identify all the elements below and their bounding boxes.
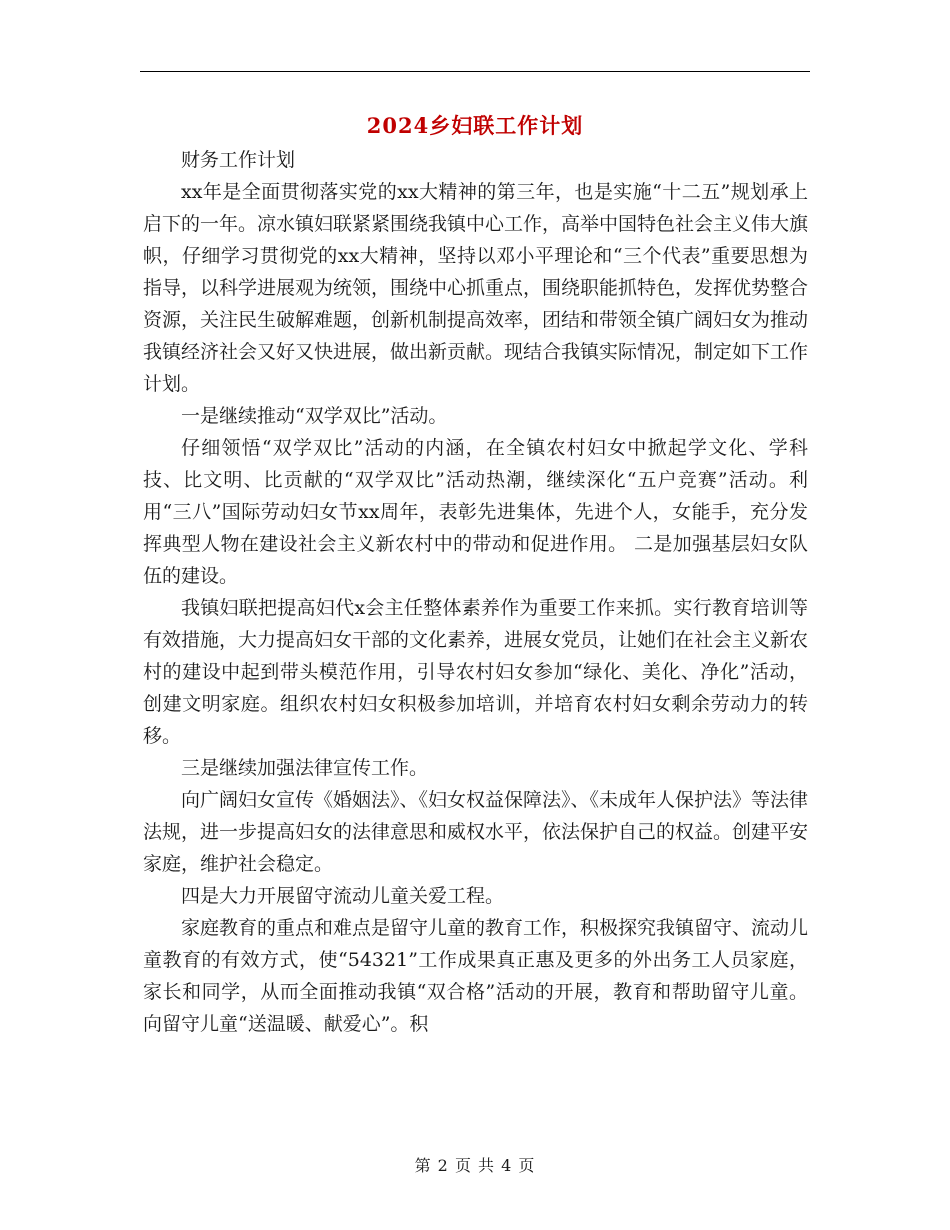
document-body xyxy=(143,144,808,1040)
paragraph: 一是继续推动“双学双比”活动。 xyxy=(181,405,448,427)
document-title: 2024乡妇联工作计划 xyxy=(366,113,584,138)
header-rule xyxy=(140,71,810,72)
paragraph: 三是继续加强法律宣传工作。 xyxy=(181,757,429,779)
paragraph: 我镇妇联把提高妇代x会主任整体素养作为重要工作来抓。实行教育培训等有效措施，大力提高妇女干部的文化素养，进展女党员，让她们在社会主义新农村的建设中起到带头模范作用，引导农村妇女参加“绿化、美化、净化”活动，创建文明家庭。组织农村妇女积极参加培训，并培育农村妇女剩余劳动力的转移。 xyxy=(143,597,809,747)
paragraph: 家庭教育的重点和难点是留守儿童的教育工作，积极探究我镇留守、流动儿童教育的有效方式，使“54321”工作成果真正惠及更多的外出务工人员家庭，家长和同学，从而全面推动我镇“双合格”活动的开展，教育和帮助留守儿童。向留守儿童“送温暖、献爱心”。积 xyxy=(143,917,809,1035)
paragraph: 财务工作计划 xyxy=(181,149,296,171)
paragraph: 四是大力开展留守流动儿童关爱工程。 xyxy=(181,885,505,907)
paragraph: 仔细领悟“双学双比”活动的内涵，在全镇农村妇女中掀起学文化、学科技、比文明、比贡献的“双学双比”活动热潮，继续深化“五户竞赛”活动。利用“三八”国际劳动妇女节xx周年，表彰先进集体，先进个人，女能手，充分发挥典型人物在建设社会主义新农村中的带动和促进作用。 二是加强基层妇女队伍的建设。 xyxy=(143,437,808,587)
page-number-footer: 第 2 页 共 4 页 xyxy=(414,1156,536,1175)
paragraph: 向广阔妇女宣传《婚姻法》、《妇女权益保障法》、《未成年人保护法》等法律法规，进一步提高妇女的法律意思和威权水平，依法保护自己的权益。创建平安家庭，维护社会稳定。 xyxy=(143,789,809,875)
paragraph: xx年是全面贯彻落实党的xx大精神的第三年，也是实施“十二五”规划承上启下的一年。凉水镇妇联紧紧围绕我镇中心工作，高举中国特色社会主义伟大旗帜，仔细学习贯彻党的xx大精神，坚持以邓小平理论和“三个代表”重要思想为指导，以科学进展观为统领，围绕中心抓重点，围绕职能抓特色，发挥优势整合资源，关注民生破解难题，创新机制提高效率，团结和带领全镇广阔妇女为推动我镇经济社会又好又快进展，做出新贡献。现结合我镇实际情况，制定如下工作计划。 xyxy=(143,181,809,395)
